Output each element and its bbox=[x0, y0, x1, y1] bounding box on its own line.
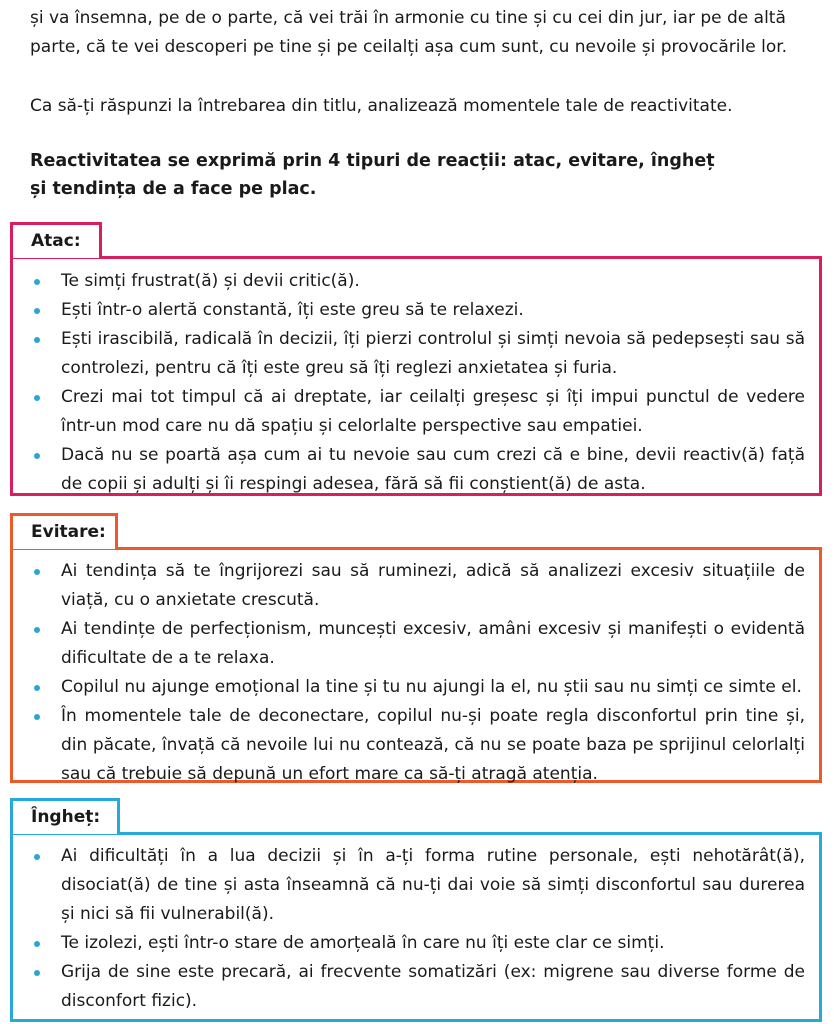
section-box-evitare bbox=[10, 547, 822, 783]
section-title-inghet: Îngheț: bbox=[10, 798, 120, 834]
list-item bbox=[13, 441, 819, 499]
list-item-text: Ai tendințe de perfecționism, muncești excesiv, amâni excesiv și manifești o evidentă dificultate de a te relaxa. bbox=[61, 619, 805, 668]
list-item bbox=[13, 383, 819, 441]
list-item-text: Ai tendința să te îngrijorezi sau să ruminezi, adică să analizezi excesiv situațiile de viață, cu o anxietate crescută. bbox=[61, 561, 805, 610]
list-item bbox=[13, 842, 819, 929]
list-item-text: Ai dificultăți în a lua decizii și în a-ți forma rutine personale, ești nehotărât(ă), disociat(ă) de tine și asta înseamnă că nu-ți dai voie să simți disconfortul sau durerea și nici să fii vulnerabil(ă). bbox=[61, 846, 805, 924]
list-item-text: Grija de sine este precară, ai frecvente somatizări (ex: migrene sau diverse forme de disconfort fizic). bbox=[61, 962, 805, 1011]
list-item bbox=[13, 557, 819, 615]
list-item-text: Copilul nu ajunge emoțional la tine și tu nu ajungi la el, nu știi sau nu simți ce simte el. bbox=[61, 677, 802, 697]
list-item-text: Dacă nu se poartă așa cum ai tu nevoie sau cum crezi că e bine, devii reactiv(ă) față de copii și adulți și îi respingi adesea, fără să fii conștient(ă) de asta. bbox=[61, 445, 805, 494]
list-item bbox=[13, 615, 819, 673]
list-item-text: Te simți frustrat(ă) și devii critic(ă). bbox=[61, 271, 360, 291]
intro-paragraph: și va însemna, pe de o parte, că vei trăi în armonie cu tine și cu cei din jur, iar pe de altă parte, că te vei descoperi pe tine și pe ceilalți așa cum sunt, cu nevoile și provocările lor. bbox=[30, 8, 788, 57]
section-box-inghet bbox=[10, 832, 822, 1022]
bullet-dot-icon bbox=[34, 714, 40, 720]
section-title-atac: Atac: bbox=[10, 222, 102, 258]
list-item bbox=[13, 958, 819, 1016]
heading-line: și tendința de a face pe plac. bbox=[30, 179, 317, 199]
list-item-text: Ești într-o alertă constantă, îți este greu să te relaxezi. bbox=[61, 300, 524, 320]
bullet-dot-icon bbox=[34, 308, 40, 314]
bullet-dot-icon bbox=[34, 685, 40, 691]
bullet-list bbox=[13, 842, 819, 1016]
list-item-text: Te izolezi, ești într-o stare de amorțeală în care nu îți este clar ce simți. bbox=[61, 933, 665, 953]
heading-line: Reactivitatea se exprimă prin 4 tipuri de reacții: atac, evitare, îngheț bbox=[30, 151, 715, 171]
bullet-list bbox=[13, 267, 819, 499]
list-item bbox=[13, 296, 819, 325]
section-title-evitare: Evitare: bbox=[10, 513, 118, 549]
bullet-dot-icon bbox=[34, 854, 40, 860]
bullet-dot-icon bbox=[34, 279, 40, 285]
bullet-dot-icon bbox=[34, 970, 40, 976]
list-item bbox=[13, 267, 819, 296]
bullet-dot-icon bbox=[34, 453, 40, 459]
instruction-paragraph: Ca să-ți răspunzi la întrebarea din titlu, analizează momentele tale de reactivitate. bbox=[30, 96, 733, 116]
list-item-text: Crezi mai tot timpul că ai dreptate, iar ceilalți greșesc și îți impui punctul de vedere într-un mod care nu dă spațiu și celorlalte perspective sau empatiei. bbox=[61, 387, 805, 436]
bullet-dot-icon bbox=[34, 395, 40, 401]
bullet-dot-icon bbox=[34, 337, 40, 343]
bullet-dot-icon bbox=[34, 627, 40, 633]
bullet-dot-icon bbox=[34, 569, 40, 575]
reactivity-heading bbox=[30, 147, 810, 203]
section-box-atac bbox=[10, 256, 822, 496]
list-item bbox=[13, 325, 819, 383]
bullet-list bbox=[13, 557, 819, 789]
list-item bbox=[13, 929, 819, 958]
list-item-text: În momentele tale de deconectare, copilul nu-și poate regla disconfortul prin tine și, din păcate, învață că nevoile lui nu contează, că nu se poate baza pe sprijinul celorlalți sau că trebuie să depună un efort mare ca să-ți atragă atenția. bbox=[61, 706, 805, 784]
list-item bbox=[13, 673, 819, 702]
list-item-text: Ești irascibilă, radicală în decizii, îți pierzi controlul și simți nevoia să pedepsești sau să controlezi, pentru că îți este greu să îți reglezi anxietatea și furia. bbox=[61, 329, 805, 378]
bullet-dot-icon bbox=[34, 941, 40, 947]
list-item bbox=[13, 702, 819, 789]
